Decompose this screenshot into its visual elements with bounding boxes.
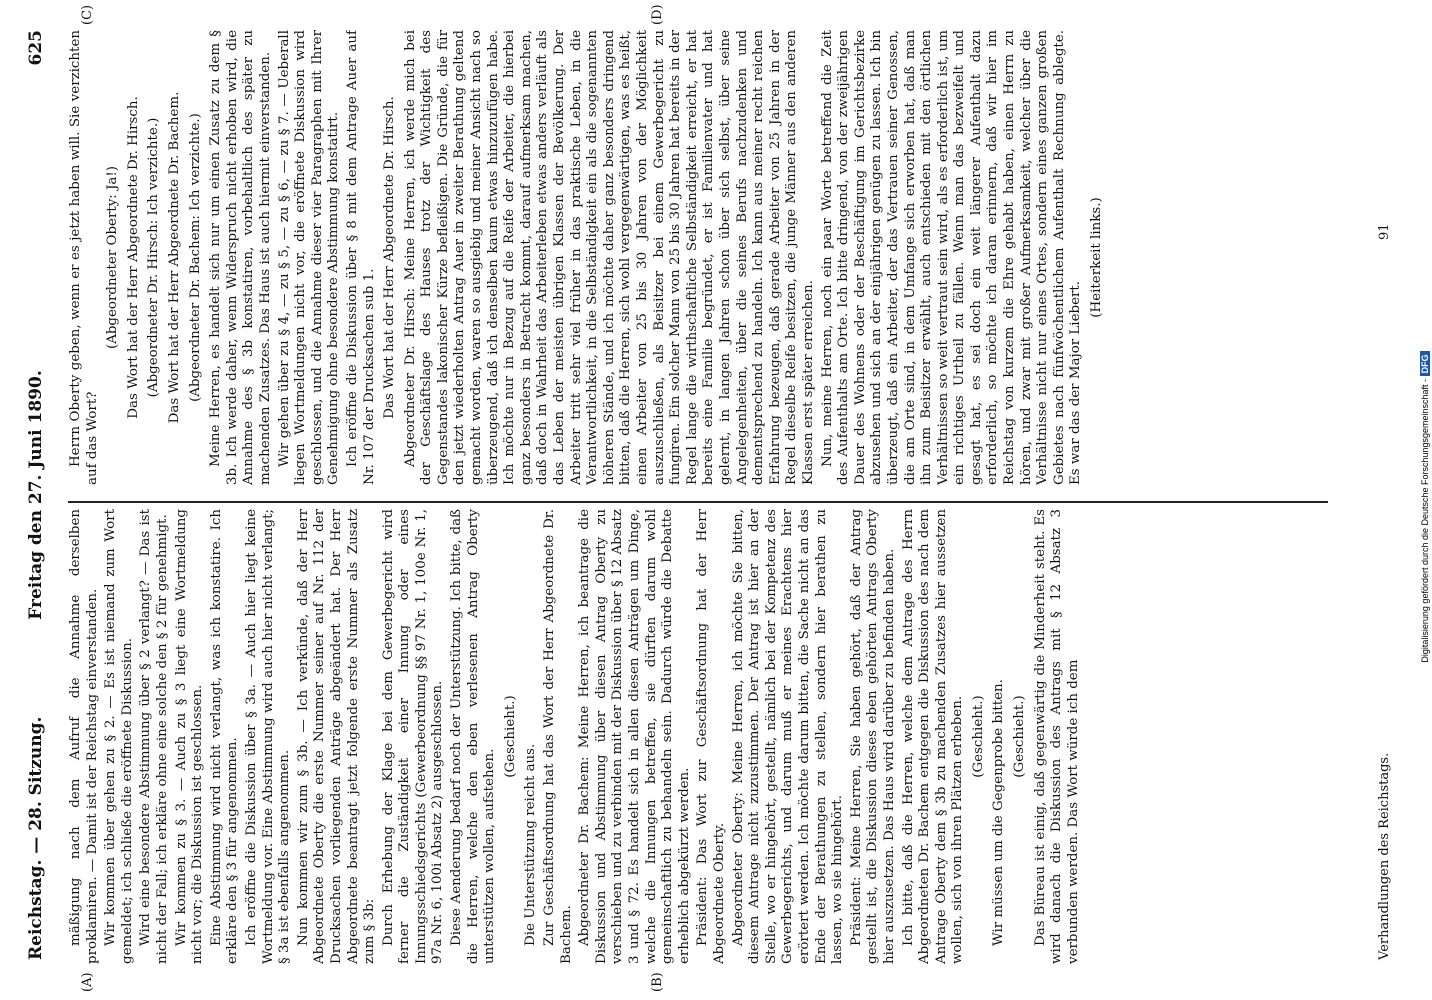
side-stamp bbox=[1418, 167, 1432, 847]
header-date: Freitag den 27. Juni 1890. bbox=[26, 370, 46, 620]
paragraph: (Abgeordneter Oberty: Ja!) bbox=[105, 165, 121, 350]
paragraph: (Heiterkeit links.) bbox=[1089, 197, 1105, 318]
paragraph: Das Wort hat der Herr Abgeordnete Dr. Bachem. bbox=[166, 91, 182, 424]
column-divider bbox=[68, 501, 1328, 503]
margin-mark-a: (A) bbox=[80, 972, 95, 992]
footer-sheet-number: 91 bbox=[1377, 223, 1392, 240]
paragraph: Das Büreau ist einig, daß gegenwärtig die Minderheit steht. Es wird danach die Diskussion des Antrags mit § 12 Absatz 3 verbunden werden. Das Wort würde ich dem bbox=[1032, 509, 1081, 964]
paragraph: Abgeordneter Oberty: Meine Herren, ich möchte Sie bitten, diesem Antrage nicht zuzustimmen. Der Antrag ist hier an der Stelle, wo er hingehört, gestellt, nämlich bei der Kompetenz des Gewerbegerichts, und darum muß er meines Erachtens hier erörtert werden. Ich möchte darum bitten, die Sache nicht an das Ende der Berathungen zu stellen, sondern hier berathen zu lassen, wo sie hingehört. bbox=[730, 509, 846, 964]
paragraph: Wir müssen um die Gegenprobe bitten. bbox=[991, 679, 1007, 946]
paragraph: Eine Abstimmung wird nicht verlangt, was ich konstatire. Ich erkläre den § 3 für angenommen. bbox=[208, 509, 241, 964]
paragraph: Die Unterstützung reicht aus. bbox=[523, 743, 539, 946]
paragraph: Meine Herren, es handelt sich nur um einen Zusatz zu dem § 3b. Ich werde daher, wenn Widerspruch nicht erhoben wird, die Annahme des § 3b konstatiren, vorbehaltlich des später zu machenden Zusatzes. Das Haus ist auch hiermit einverstanden. bbox=[208, 30, 273, 485]
paragraph: Wir kommen über gehen zu § 2. — Es ist niemand zum Wort gemeldet; ich schließe die eröffnete Diskussion. bbox=[103, 509, 135, 964]
paragraph: Durch Erhebung der Klage bei dem Gewerbegericht wird ferner die Zuständigkeit einer Innung oder eines Innungsschiedsgerichts (Gewerbeordnung §§ 97 Nr. 1, 100e Nr. 1, 97a Nr. 6, 100i Absatz 2) ausgeschlossen. bbox=[380, 509, 446, 964]
side-stamp-text: Digitalisierung gefördert durch die Deutsche Forschungsgemeinschaft - bbox=[1420, 378, 1430, 663]
paragraph: Ich bitte, daß die Herren, welche dem Antrage des Herrn Abgeordneten Dr. Bachem entgegen die Diskussion des nach dem Antrage Oberty dem § 3b zu machenden Zusatzes hier aussetzen wollen, sich von ihren Plätzen erheben. bbox=[900, 509, 966, 964]
dfg-logo: DFG bbox=[1420, 351, 1430, 376]
paragraph: Ich eröffne die Diskussion über § 3a. — Auch hier liegt keine Wortmeldung vor. Eine Abstimmung wird auch hier nicht verlangt; § 3a ist ebenfalls angenommen. bbox=[243, 509, 293, 964]
paragraph: Wir kommen zu § 3. — Auch zu § 3 liegt eine Wortmeldung nicht vor; die Diskussion ist geschlossen. bbox=[173, 509, 206, 964]
paragraph: Nun kommen wir zum § 3b. — Ich verkünde, daß der Herr Abgeordnete Oberty die erste Nummer seiner auf Nr. 112 der Drucksachen vorliegenden Anträge abgeändert hat. Der Herr Abgeordnete beantragt jetzt folgende erste Nummer als Zusatz zum § 3b: bbox=[295, 509, 378, 964]
paragraph: Das Wort hat der Herr Abgeordnete Dr. Hirsch. bbox=[125, 96, 141, 419]
paragraph: (Abgeordneter Dr. Hirsch: Ich verzichte.) bbox=[146, 117, 162, 398]
page-header bbox=[18, 30, 58, 960]
paragraph: Nun, meine Herren, noch ein paar Worte betreffend die Zeit des Aufenthalts am Orte. Ich bitte dringend, von der zweijährigen Dauer des Wohnens oder der Beschäftigung im Gerichtsbezirke abzusehen und sich an der einjährigen genügen zu lassen. Ich bin überzeugt, daß ein Arbeiter, der das Vertrauen seiner Genossen, die am Orte sind, in dem Umfange sich erworben hat, daß man ihn zum Beisitzer erwählt, auch entschieden mit den örtlichen Verhältnissen so weit vertraut sein wird, als es erforderlich ist, um ein richtiges Urtheil zu fällen. Wenn man das bezweifelt und gesagt hat, es sei doch ein weit längerer Aufenthalt dazu erforderlich, so möchte ich daran erinnern, daß wir hier im Reichstag von kurzem die Ehre gehabt haben, einen Herrn zu hören, und zwar mit großer Aufmerksamkeit, welcher über die Verhältnisse nicht nur eines Ortes, sondern eines ganzen großen Gebietes nach fünfwöchentlichem Aufenthalt Rechnung ablegte. Es war das der Major Liebert. bbox=[819, 30, 1084, 485]
header-page-number: 625 bbox=[26, 30, 46, 66]
paragraph: Diese Aenderung bedarf noch der Unterstützung. Ich bitte, daß die Herren, welche den eben verlesenen Antrag Oberty unterstützen wollen, aufstehen. bbox=[449, 509, 498, 964]
paragraph: Abgeordneter Dr. Bachem: Meine Herren, ich beantrage die Diskussion und Abstimmung über diesen Antrag Oberty zu verschieben und zu verbinden mit der Diskussion über § 12 Absatz 3 und § 72. Es handelt sich in allen diesen Anträgen um Dinge, welche die Innungen betreffen, sie dürften darum wohl gemeinschaftlich zu behandeln sein. Dadurch würde die Debatte erheblich abgekürzt werden. bbox=[577, 509, 692, 964]
paragraph: Abgeordneter Dr. Hirsch: Meine Herren, ich werde mich bei der Geschäftslage des Hauses trotz der Wichtigkeit des Gegenstandes lakonischer Kürze befleißigen. Die Gründe, die für den jetzt wiederholten Antrag Auer in zweiter Berathung geltend gemacht worden, waren so ausgiebig und meiner Ansicht nach so überzeugend, daß ich denselben kaum etwas hinzuzufügen habe. Ich möchte nur in Bezug auf die Reife der Arbeiter, die hierbei ganz besonders in Betracht kommt, darauf aufmerksam machen, daß doch in Wahrheit das Arbeiterleben etwas anders verläuft als das Leben der meisten übrigen Klassen der Bevölkerung. Der Arbeiter tritt sehr viel früher in das praktische Leben, in die Verantwortlichkeit, in die Selbständigkeit ein als die sogenannten höheren Stände, und ich möchte daher ganz besonders dringend bitten, daß die Herren, sich wohl vergegenwärtigen, was es heißt, einen Arbeiter von 25 bis 30 Jahren von der Möglichkeit auszuschließen, als Beisitzer bei einem Gewerbegericht zu fungiren. Ein solcher Mann von 25 bis 30 Jahren hat bereits in der Regel lange die wirthschaftliche Selbständigkeit erreicht, er hat bereits eine Familie begründet, er ist Familienvater und hat gelernt, in langen Jahren schon über sich selbst, über seine Angelegenheiten, über die seines Berufs nachzudenken und dementsprechend zu handeln. Ich kann aus meiner recht reichen Erfahrung bezeugen, daß gerade Arbeiter von 25 Jahren in der Regel dieselbe Reife besitzen, die junge Männer aus den anderen Klassen erst später erreichen. bbox=[402, 30, 816, 485]
margin-mark-c: (C) bbox=[80, 4, 95, 25]
left-column bbox=[68, 509, 1362, 964]
paragraph: (Geschieht.) bbox=[1012, 695, 1028, 778]
paragraph: Herrn Oberty geben, wenn er es jetzt haben will. Sie verzichten auf das Wort? bbox=[68, 30, 100, 485]
margin-mark-d: (D) bbox=[650, 4, 665, 25]
paragraph: (Geschieht.) bbox=[970, 695, 986, 778]
paragraph: Wird eine besondere Abstimmung über § 2 verlangt? — Das ist nicht der Fall; ich erkläre ohne eine solche den § 2 für genehmigt. bbox=[138, 509, 170, 964]
paragraph: (Abgeordneter Dr. Bachem: Ich verzichte.) bbox=[187, 113, 203, 402]
paragraph: Ich eröffne die Diskussion über § 8 mit dem Antrage Auer auf Nr. 107 der Drucksachen sub 1. bbox=[344, 30, 377, 485]
paragraph: Wir gehen über zu § 4, — zu § 5, — zu § 6, — zu § 7. — Ueberall liegen Wortmeldungen nicht vor, die eröffnete Diskussion wird geschlossen, und die Annahme dieser vier Paragraphen mit Ihrer Genehmigung ohne besondere Abstimmung konstatirt. bbox=[276, 30, 342, 485]
paragraph: mäßigung nach dem Aufruf die Annahme derselben proklamiren. — Damit ist der Reichstag einverstanden. bbox=[68, 509, 100, 964]
margin-mark-b: (B) bbox=[650, 972, 665, 992]
paragraph: Präsident: Das Wort zur Geschäftsordnung hat der Herr Abgeordnete Oberty. bbox=[695, 509, 727, 964]
paragraph: Das Wort hat der Herr Abgeordnete Dr. Hirsch. bbox=[382, 96, 398, 419]
paragraph: Zur Geschäftsordnung hat das Wort der Herr Abgeordnete Dr. Bachem. bbox=[542, 509, 574, 964]
footer-signature: Verhandlungen des Reichstags. bbox=[1377, 752, 1392, 960]
paragraph: (Geschieht.) bbox=[502, 695, 518, 778]
header-session: Reichstag. — 28. Sitzung. bbox=[26, 716, 46, 960]
paragraph: Präsident: Meine Herren, Sie haben gehört, daß der Antrag gestellt ist, die Diskussion dieses eben gehörten Antrags Oberty hier auszusetzen. Das Haus wird darüber zu befinden haben. bbox=[848, 509, 897, 964]
right-column bbox=[68, 30, 1362, 485]
